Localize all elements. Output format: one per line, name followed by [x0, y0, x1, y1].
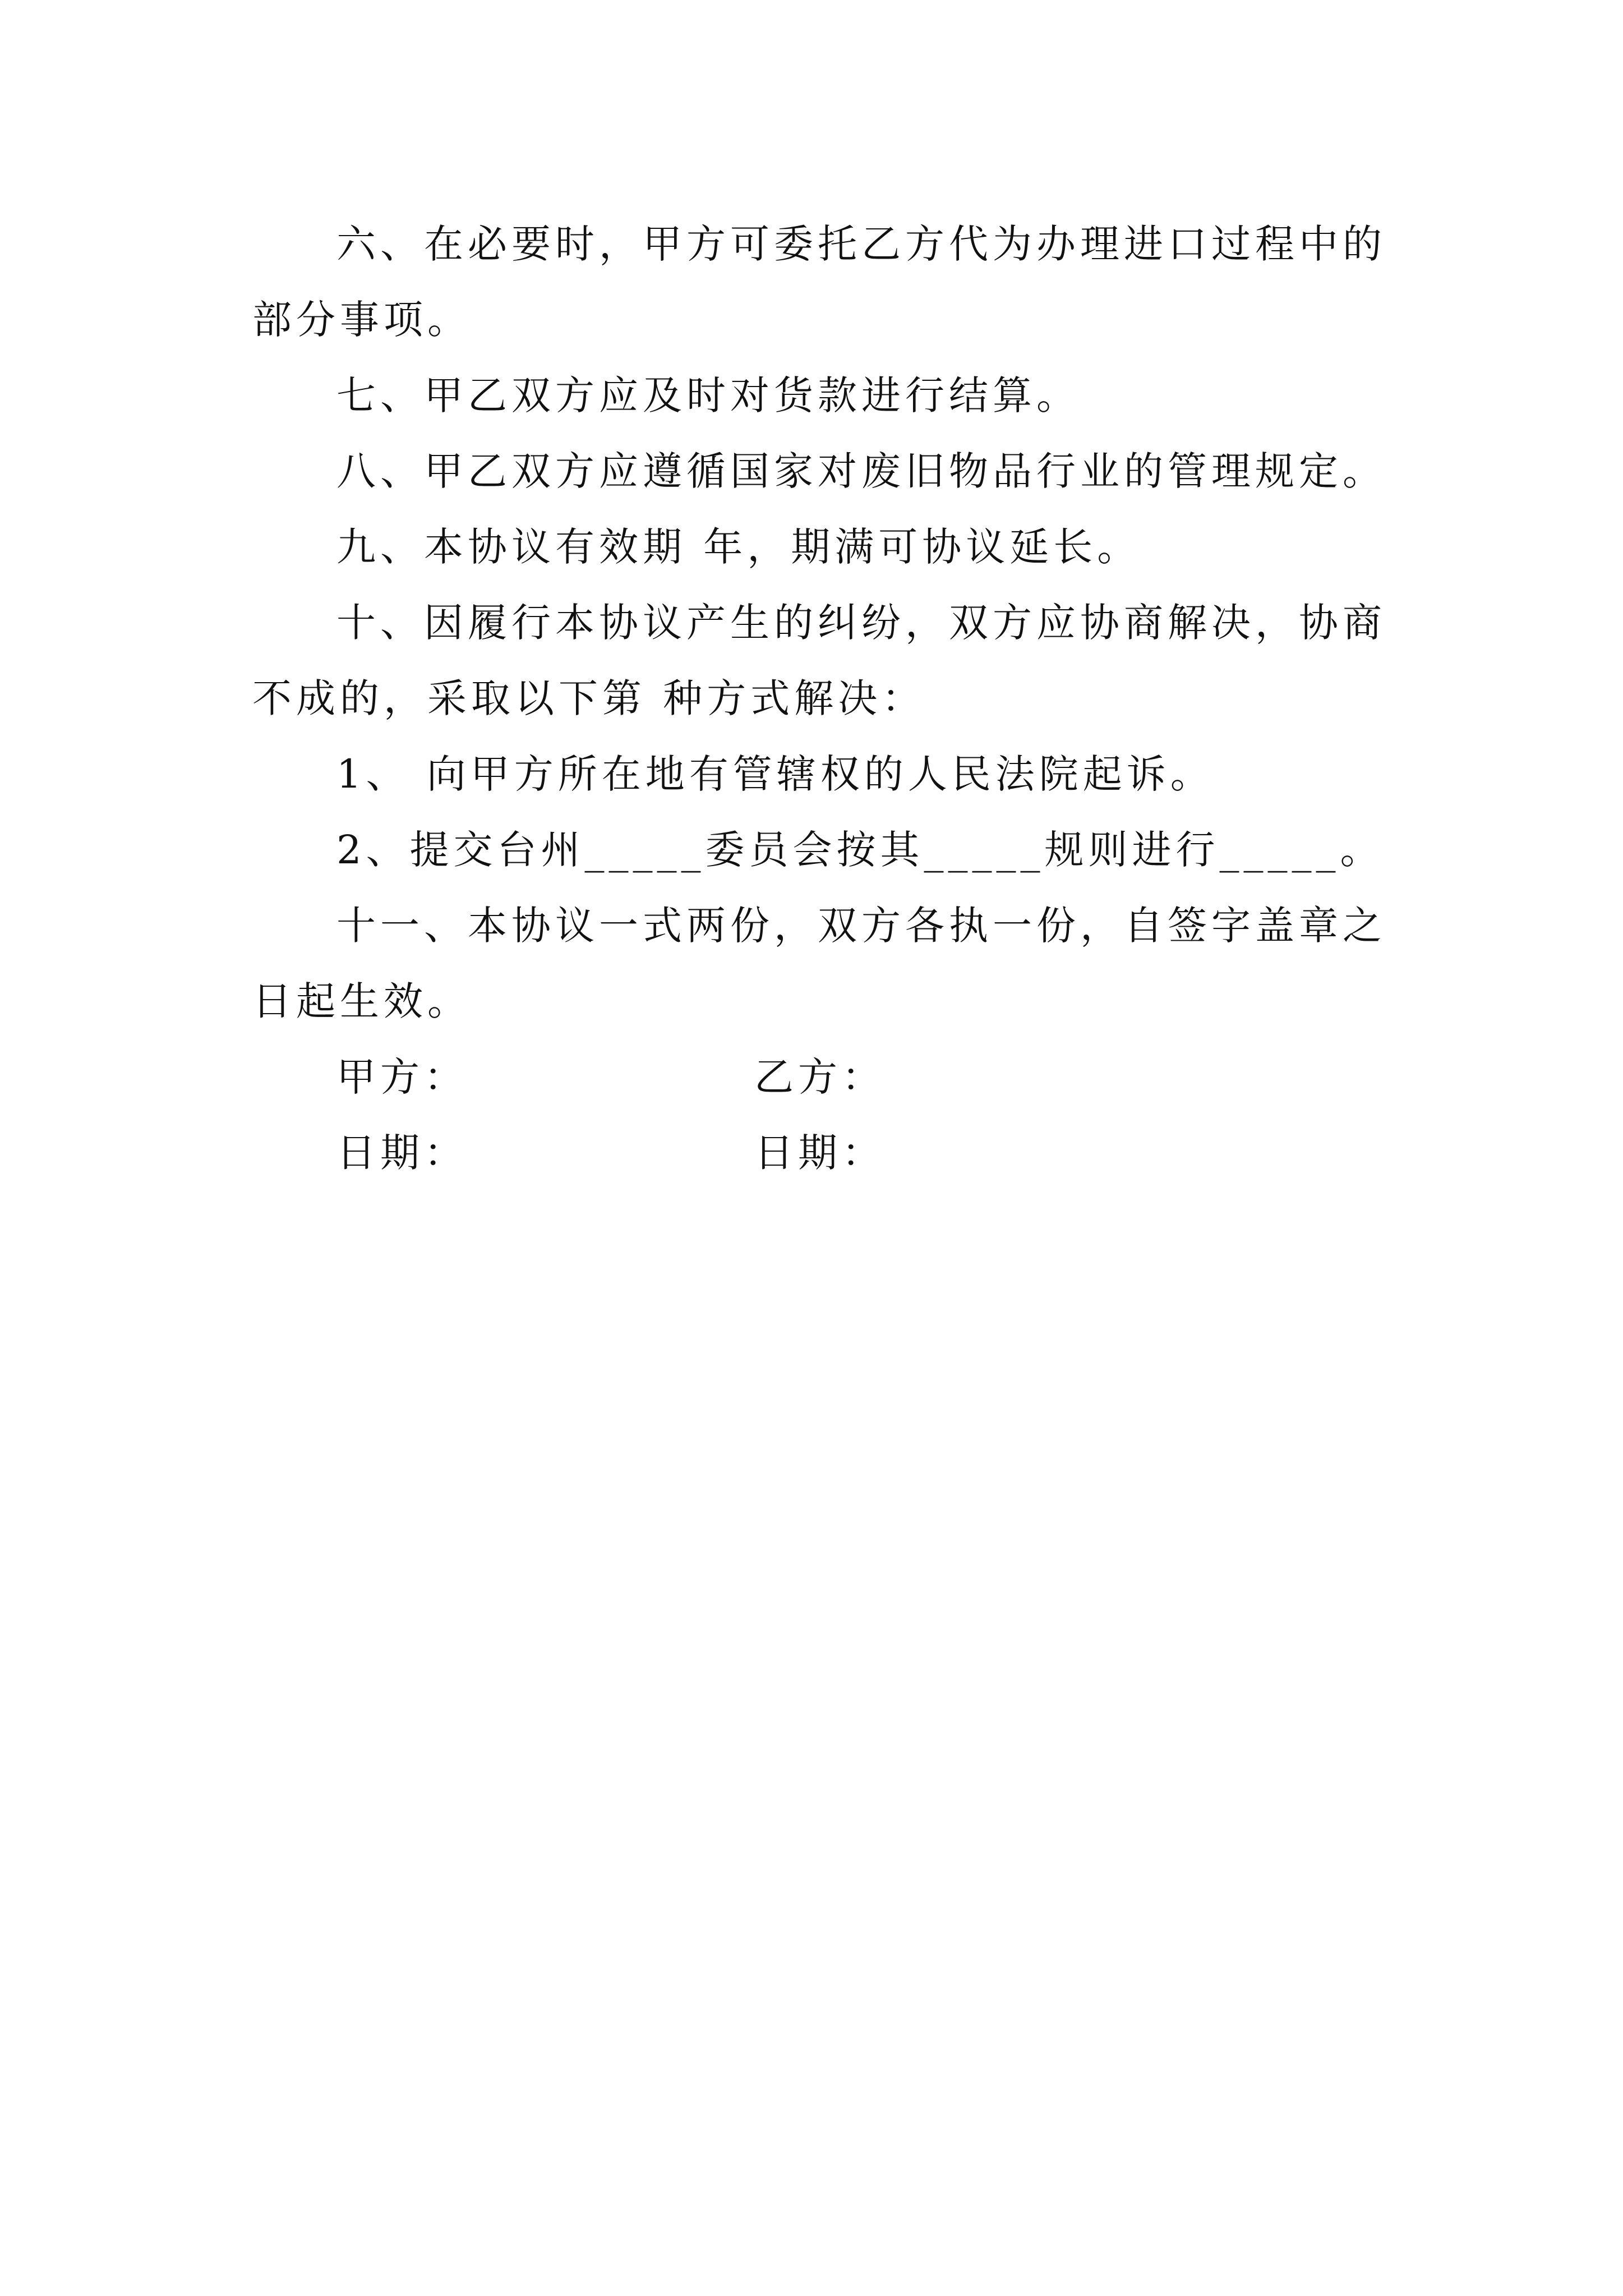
- date-a-label: 日期：: [336, 1130, 468, 1176]
- clause-6-line-1: 六、在必要时，甲方可委托乙方代为办理进口过程中的: [336, 221, 1386, 267]
- clause-10-line-1: 十、因履行本协议产生的纠纷，双方应协商解决，协商: [336, 600, 1386, 646]
- clause-7: 七、甲乙双方应及时对货款进行结算。: [336, 372, 1080, 418]
- resolution-option-1: 1、 向甲方所在地有管辖权的人民法院起诉。: [336, 751, 1214, 797]
- clause-10-line-2: 不成的，采取以下第 种方式解决：: [252, 675, 926, 721]
- clause-9: 九、本协议有效期 年，期满可协议延长。: [336, 524, 1141, 570]
- clause-11-line-2: 日起生效。: [252, 978, 471, 1024]
- clause-8: 八、甲乙双方应遵循国家对废旧物品行业的管理规定。: [336, 448, 1386, 494]
- resolution-option-2: 2、提交台州_____委员会按其_____规则进行_____。: [336, 827, 1384, 873]
- date-b-label: 日期：: [754, 1130, 886, 1176]
- clause-6-line-2: 部分事项。: [252, 297, 471, 343]
- party-b-label: 乙方：: [754, 1054, 886, 1100]
- party-a-label: 甲方：: [336, 1054, 468, 1100]
- clause-11-line-1: 十一、本协议一式两份，双方各执一份，自签字盖章之: [336, 903, 1386, 949]
